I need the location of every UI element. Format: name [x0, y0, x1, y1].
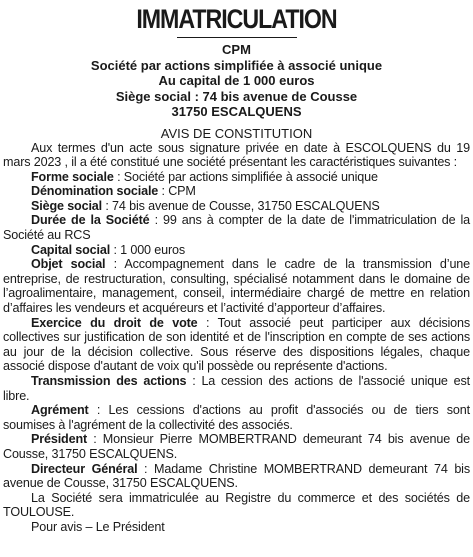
intro-paragraph: Aux termes d'un acte sous signature privée en date à ESCOLQUENS du 19 mars 2023 , il a été constitué une société présentant les caractéristiques suivantes :	[3, 140, 470, 170]
field-label: Agrément	[31, 403, 89, 418]
company-seat: Siège social : 74 bis avenue de Cousse	[115, 88, 358, 104]
company-header	[3, 42, 470, 120]
field-label: Président	[31, 432, 88, 447]
page-title: IMMATRICULATION	[136, 4, 337, 34]
field-value: : 1 000 euros	[110, 242, 186, 257]
field-agrement	[3, 403, 470, 432]
field-vote	[3, 316, 470, 374]
field-duree	[3, 213, 470, 242]
field-value: : CPM	[158, 184, 196, 199]
title-divider	[177, 37, 297, 38]
field-denomination	[3, 184, 470, 199]
field-siege	[3, 199, 470, 214]
field-objet	[3, 257, 470, 315]
field-value: : Société par actions simplifiée à associé unique	[113, 169, 378, 184]
field-label: Exercice du droit de vote	[31, 315, 198, 330]
signature: Pour avis – Le Président	[31, 519, 165, 534]
field-forme	[3, 170, 470, 185]
field-value: : Les cessions d'actions au profit d'associés ou de tiers sont soumises à l'agrément de la collectivité des associés.	[3, 403, 470, 432]
field-label: Durée de la Société	[31, 213, 150, 228]
field-value: : 99 ans à compter de la date de l'immatriculation de la Société au RCS	[3, 213, 471, 243]
company-name: CPM	[222, 42, 251, 57]
field-label: Directeur Général	[31, 461, 138, 476]
field-value: : Accompagnement dans le cadre de la transmission d’une entreprise, de restructuration, consulting, spécialisé notamment dans le domaine de l’agroalimentaire, management, conseil, intermédiaire chargé de mettre en relation d’affaires les vendeurs et acquéreurs et l’activité d’apporteur d’affaires.	[3, 257, 471, 316]
notice-title: AVIS DE CONSTITUTION	[160, 125, 313, 141]
notice-body	[3, 141, 470, 535]
field-value: : Monsieur Pierre MOMBERTRAND demeurant 74 bis avenue de Cousse, 31750 ESCALQUENS.	[3, 432, 470, 461]
field-capital	[3, 243, 470, 258]
company-capital: Au capital de 1 000 euros	[158, 73, 315, 88]
field-label: Capital social	[31, 242, 111, 257]
field-directeur-general	[3, 462, 470, 491]
field-label: Siège social	[31, 198, 103, 213]
field-label: Objet social	[31, 257, 106, 272]
closing-paragraph: La Société sera immatriculée au Registre du commerce et des sociétés de TOULOUSE.	[3, 490, 470, 520]
field-value: : 74 bis avenue de Cousse, 31750 ESCALQUENS	[102, 198, 380, 213]
field-value: : La cession des actions de l'associé unique est libre.	[3, 374, 470, 403]
field-president	[3, 432, 470, 461]
field-label: Transmission des actions	[31, 374, 187, 388]
field-value: : Tout associé peut participer aux décisions collectives sur justification de son identité et de l'inscription en compte de ses actions au jour de la décision collective. Sous réserve des dispositions légales, chaque associé dispose d'autant de voix qu'il possède ou représente d'actions.	[3, 315, 470, 374]
company-form: Société par actions simplifiée à associé unique	[90, 57, 383, 73]
field-label: Forme sociale	[31, 169, 114, 184]
field-label: Dénomination sociale	[31, 184, 159, 199]
company-city: 31750 ESCALQUENS	[171, 104, 302, 119]
field-transmission	[3, 374, 470, 403]
field-value: : Madame Christine MOMBERTRAND demeurant 74 bis avenue de Cousse, 31750 ESCALQUENS.	[3, 461, 470, 491]
